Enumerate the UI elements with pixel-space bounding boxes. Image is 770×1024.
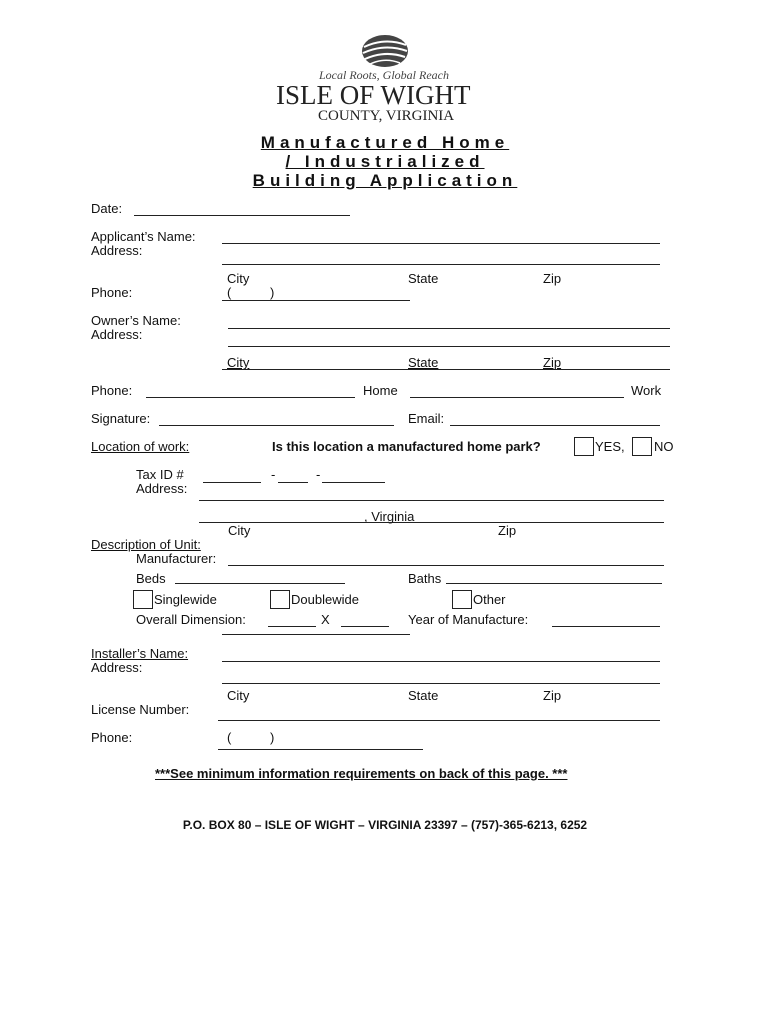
logo-name: ISLE OF WIGHT <box>276 80 471 110</box>
beds-field[interactable] <box>175 583 345 584</box>
tax-id-part2-field[interactable] <box>278 482 308 483</box>
location-address-field[interactable] <box>199 500 664 501</box>
location-city-label: City <box>228 523 251 538</box>
no-checkbox[interactable] <box>632 437 652 456</box>
dimension-width-field[interactable] <box>341 626 389 627</box>
year-of-manufacture-label: Year of Manufacture: <box>408 612 529 627</box>
applicant-phone-paren-close: ) <box>270 285 275 300</box>
owner-state-label: State <box>408 355 439 370</box>
manufacturer-field[interactable] <box>228 565 664 566</box>
date-field[interactable] <box>134 215 350 216</box>
applicant-name-label: Applicant’s Name: <box>91 229 196 244</box>
manufacturer-label: Manufacturer: <box>136 551 217 566</box>
park-question: Is this location a manufactured home park? <box>272 439 541 454</box>
owner-city-state-zip-field[interactable] <box>222 369 670 370</box>
tax-id-dash-2: - <box>316 467 321 482</box>
form-title-line3: Building Application <box>252 171 518 190</box>
installer-address-label: Address: <box>91 660 143 675</box>
location-city-zip-field[interactable] <box>199 522 664 523</box>
installer-name-field[interactable] <box>222 661 660 662</box>
singlewide-label: Singlewide <box>154 592 217 607</box>
installer-zip-label: Zip <box>543 688 562 703</box>
tax-id-part3-field[interactable] <box>322 482 385 483</box>
location-zip-label: Zip <box>498 523 517 538</box>
license-number-field[interactable] <box>218 720 660 721</box>
signature-label: Signature: <box>91 411 151 426</box>
applicant-phone-paren-open: ( <box>227 285 232 300</box>
applicant-name-field[interactable] <box>222 243 660 244</box>
logo-county: COUNTY, VIRGINIA <box>318 108 455 124</box>
tax-id-dash-1: - <box>271 467 276 482</box>
yes-checkbox[interactable] <box>574 437 594 456</box>
applicant-city-label: City <box>227 271 250 286</box>
yes-label: YES, <box>595 439 625 454</box>
dimension-length-field[interactable] <box>268 626 316 627</box>
email-label: Email: <box>408 411 445 426</box>
other-label: Other <box>473 592 506 607</box>
installer-phone-field[interactable] <box>218 749 423 750</box>
home-phone-field[interactable] <box>146 397 355 398</box>
virginia-label: , Virginia <box>364 509 415 524</box>
doublewide-label: Doublewide <box>291 592 359 607</box>
installer-name-label: Installer’s Name: <box>91 646 189 661</box>
other-checkbox[interactable] <box>452 590 472 609</box>
installer-state-label: State <box>408 688 439 703</box>
home-label: Home <box>363 383 398 398</box>
installer-phone-label: Phone: <box>91 730 133 745</box>
applicant-address-field[interactable] <box>222 264 660 265</box>
signature-field[interactable] <box>159 425 394 426</box>
overall-dimension-label: Overall Dimension: <box>136 612 246 627</box>
baths-label: Baths <box>408 571 442 586</box>
isle-of-wight-seal-icon <box>360 33 410 69</box>
beds-label: Beds <box>136 571 166 586</box>
license-number-label: License Number: <box>91 702 190 717</box>
footer-address: P.O. BOX 80 – ISLE OF WIGHT – VIRGINIA 23397 – (757)-365-6213, 6252 <box>182 818 588 832</box>
owner-address-label: Address: <box>91 327 143 342</box>
applicant-zip-label: Zip <box>543 271 562 286</box>
no-label: NO <box>654 439 674 454</box>
work-phone-field[interactable] <box>410 397 624 398</box>
location-of-work-label: Location of work: <box>91 439 190 454</box>
applicant-state-label: State <box>408 271 439 286</box>
form-title-line2: / Industrialized <box>285 152 485 171</box>
applicant-phone-label: Phone: <box>91 285 133 300</box>
installer-address-field[interactable] <box>222 683 660 684</box>
owner-name-field[interactable] <box>228 328 670 329</box>
singlewide-checkbox[interactable] <box>133 590 153 609</box>
minimum-requirements-note: ***See minimum information requirements on back of this page. *** <box>155 766 568 781</box>
applicant-phone-field[interactable] <box>222 300 410 301</box>
installer-city-label: City <box>227 688 250 703</box>
installer-phone-paren-close: ) <box>270 730 275 745</box>
description-of-unit-label: Description of Unit: <box>91 537 201 552</box>
location-address-label: Address: <box>136 481 188 496</box>
email-field[interactable] <box>450 425 660 426</box>
logo-tagline: Local Roots, Global Reach <box>319 68 449 82</box>
year-of-manufacture-field[interactable] <box>552 626 660 627</box>
applicant-address-label: Address: <box>91 243 143 258</box>
date-label: Date: <box>91 201 123 216</box>
dimension-underline <box>222 634 410 635</box>
form-title-line1: Manufactured Home <box>260 133 510 152</box>
owner-city-label: City <box>227 355 250 370</box>
baths-field[interactable] <box>446 583 662 584</box>
tax-id-label: Tax ID # <box>136 467 184 482</box>
dimension-x-label: X <box>321 612 330 627</box>
owner-name-label: Owner’s Name: <box>91 313 181 328</box>
owner-zip-label: Zip <box>543 355 562 370</box>
owner-address-field[interactable] <box>228 346 670 347</box>
tax-id-part1-field[interactable] <box>203 482 261 483</box>
doublewide-checkbox[interactable] <box>270 590 290 609</box>
owner-phone-label: Phone: <box>91 383 133 398</box>
work-label: Work <box>631 383 662 398</box>
installer-phone-paren-open: ( <box>227 730 232 745</box>
